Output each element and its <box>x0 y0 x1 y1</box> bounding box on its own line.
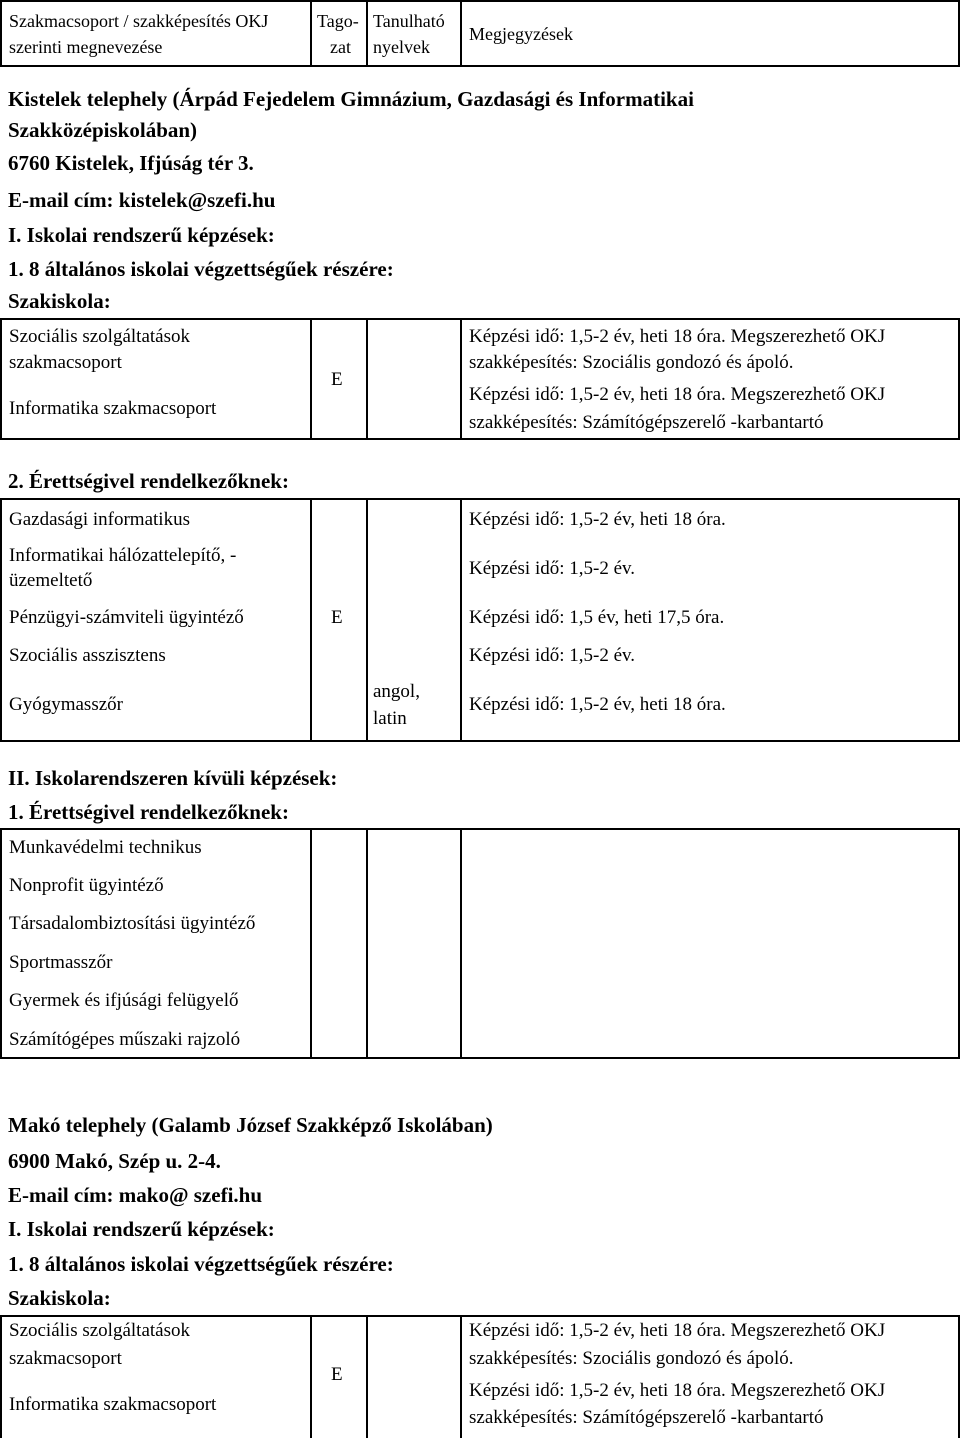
kistelek-address: 6760 Kistelek, Ifjúság tér 3. <box>8 151 254 175</box>
header-col-name-line1: Szakmacsoport / szakképesítés OKJ <box>9 11 269 31</box>
kistelek-section-2: II. Iskolarendszeren kívüli képzések: <box>8 766 338 790</box>
table-cell-name: Pénzügyi-számviteli ügyintéző <box>9 607 244 628</box>
header-col-tagozat-line2: zat <box>330 37 351 57</box>
table-cell-name: Szociális szolgáltatások <box>9 326 190 347</box>
table-row: Számítógépes műszaki rajzoló <box>9 1029 241 1050</box>
header-col-notes: Megjegyzések <box>469 24 573 44</box>
table-cell-name: Gazdasági informatikus <box>9 509 190 530</box>
table-row: Társadalombiztosítási ügyintéző <box>9 913 256 934</box>
kistelek-title-line2: Szakközépiskolában) <box>8 118 198 142</box>
mako-title: Makó telephely (Galamb József Szakképző Iskolában) <box>8 1113 493 1137</box>
table-cell-note: Képzési idő: 1,5-2 év, heti 18 óra. Megszerezhető OKJ <box>469 1380 886 1401</box>
table-cell-name: Szociális asszisztens <box>9 645 166 666</box>
table-row: Sportmasszőr <box>9 952 113 973</box>
table-cell-note: szakképesítés: Szociális gondozó és ápoló. <box>469 352 794 373</box>
table-cell-tagozat: E <box>331 1364 343 1385</box>
table-cell-languages: angol, <box>373 681 420 702</box>
table-cell-note: Képzési idő: 1,5 év, heti 17,5 óra. <box>469 607 725 628</box>
mako-address: 6900 Makó, Szép u. 2-4. <box>8 1149 221 1173</box>
table-cell-name: üzemeltető <box>9 570 93 591</box>
table-cell-note: Képzési idő: 1,5-2 év. <box>469 645 636 666</box>
table-cell-note: Képzési idő: 1,5-2 év, heti 18 óra. Megszerezhető OKJ <box>469 1320 886 1341</box>
kistelek-subsection-2: 2. Érettségivel rendelkezőknek: <box>8 469 289 493</box>
table-cell-name: Szociális szolgáltatások <box>9 1320 190 1341</box>
table-cell-note: szakképesítés: Számítógépszerelő -karbantartó <box>469 412 824 433</box>
table-cell-name: szakmacsoport <box>9 352 122 373</box>
mako-szakiskola: Szakiskola: <box>8 1286 111 1310</box>
table-row: Nonprofit ügyintéző <box>9 875 164 896</box>
table-cell-languages: latin <box>373 708 407 729</box>
mako-subsection-1: 1. 8 általános iskolai végzettségűek részére: <box>8 1252 394 1276</box>
table-cell-note: Képzési idő: 1,5-2 év, heti 18 óra. Megszerezhető OKJ <box>469 326 886 347</box>
table-cell-note: Képzési idő: 1,5-2 év, heti 18 óra. Megszerezhető OKJ <box>469 384 886 405</box>
table-cell-name: Informatika szakmacsoport <box>9 398 217 419</box>
table-row: Munkavédelmi technikus <box>9 837 202 858</box>
table-cell-tagozat: E <box>331 369 343 390</box>
header-col-languages-line1: Tanulható <box>373 11 445 31</box>
kistelek-title-line1: Kistelek telephely (Árpád Fejedelem Gimnázium, Gazdasági és Informatikai <box>8 87 694 111</box>
table-cell-note: Képzési idő: 1,5-2 év, heti 18 óra. <box>469 694 726 715</box>
mako-section-1: I. Iskolai rendszerű képzések: <box>8 1217 275 1241</box>
kistelek-szakiskola: Szakiskola: <box>8 289 111 313</box>
kistelek-subsection-3: 1. Érettségivel rendelkezőknek: <box>8 800 289 824</box>
kistelek-email: E-mail cím: kistelek@szefi.hu <box>8 188 276 212</box>
header-col-languages-line2: nyelvek <box>373 37 430 57</box>
table-cell-tagozat: E <box>331 607 343 628</box>
table-row: Gyermek és ifjúsági felügyelő <box>9 990 239 1011</box>
table-cell-note: szakképesítés: Szociális gondozó és ápoló. <box>469 1348 794 1369</box>
table-cell-note: Képzési idő: 1,5-2 év, heti 18 óra. <box>469 509 726 530</box>
mako-email: E-mail cím: mako@ szefi.hu <box>8 1183 263 1207</box>
table-cell-name: Informatikai hálózattelepítő, - <box>9 545 237 566</box>
table-cell-note: szakképesítés: Számítógépszerelő -karbantartó <box>469 1407 824 1428</box>
table-cell-name: szakmacsoport <box>9 1348 122 1369</box>
kistelek-subsection-1: 1. 8 általános iskolai végzettségűek részére: <box>8 257 394 281</box>
table-cell-name: Informatika szakmacsoport <box>9 1394 217 1415</box>
kistelek-section-1: I. Iskolai rendszerű képzések: <box>8 223 275 247</box>
header-col-tagozat-line1: Tago- <box>317 11 359 31</box>
header-col-name-line2: szerinti megnevezése <box>9 37 163 57</box>
table-cell-name: Gyógymasszőr <box>9 694 123 715</box>
table-cell-note: Képzési idő: 1,5-2 év. <box>469 558 636 579</box>
